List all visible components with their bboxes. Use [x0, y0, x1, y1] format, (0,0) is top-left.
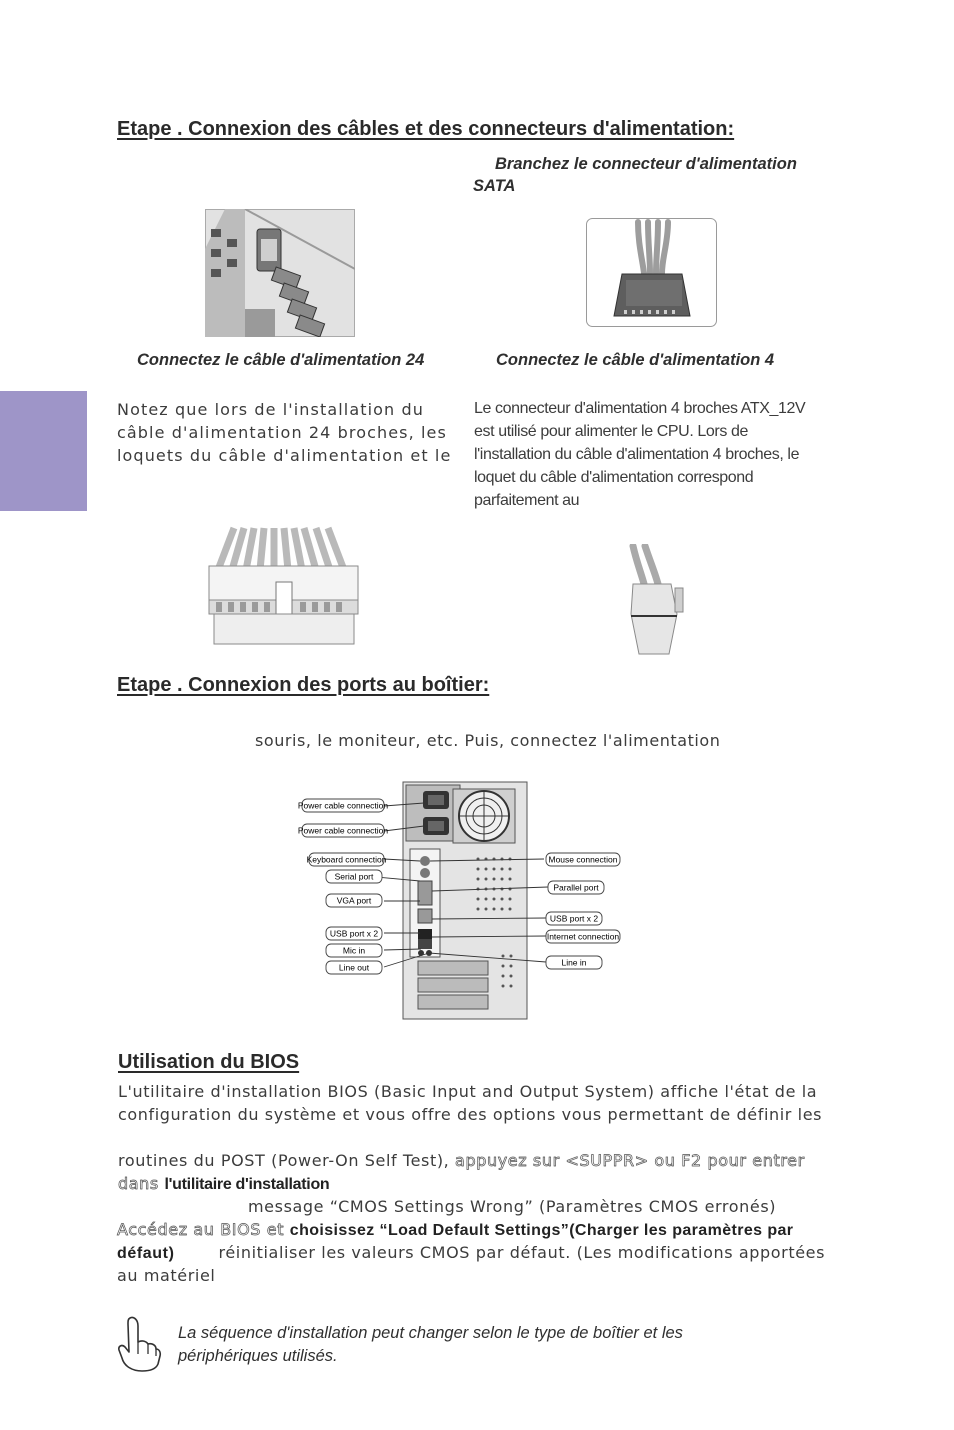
- label-parallel-port: Parallel port: [553, 882, 599, 893]
- pointing-hand-icon: [116, 1314, 162, 1372]
- sata-caption-line1: Branchez le connecteur d'alimentation: [495, 155, 797, 173]
- label-mic-in: Mic in: [342, 945, 366, 956]
- bios-line-8: au matériel: [117, 1266, 216, 1285]
- label-vga-port: VGA port: [336, 895, 372, 906]
- sata-caption-line2: SATA: [473, 177, 516, 195]
- label-power-cable-2: Power cable connection: [298, 825, 389, 836]
- case-back-panel-diagram: [298, 781, 626, 1021]
- bios-line-2: configuration du système et vous offre des options vous permettant de définir les: [118, 1105, 823, 1124]
- step-power-heading: Etape . Connexion des câbles et des connecteurs d'alimentation:: [117, 118, 735, 140]
- note-4-pin: Le connecteur d'alimentation 4 broches ATX_12V est utilisé pour alimenter le CPU. Lors de l'installation du câble d'alimentation 4 broches, le loquet du câble d'alimentation correspond parfaitement au: [474, 400, 806, 509]
- step-ports-heading: Etape . Connexion des ports au boîtier:: [117, 674, 490, 696]
- label-usb-left: USB port x 2: [329, 928, 379, 939]
- label-mouse: Mouse connection: [548, 854, 618, 865]
- bios-line-5: message “CMOS Settings Wrong” (Paramètres CMOS erronés): [248, 1197, 777, 1216]
- label-usb-right: USB port x 2: [549, 913, 599, 924]
- atx-4-pin-connector-illustration: [621, 544, 687, 656]
- label-power-cable-1: Power cable connection: [298, 800, 389, 811]
- label-serial-port: Serial port: [334, 871, 374, 882]
- note-24-pin: Notez que lors de l'installation du câble d'alimentation 24 broches, les loquets du câble d'alimentation et le: [117, 400, 452, 465]
- sata-power-plug-illustration: [586, 218, 717, 327]
- bios-heading: Utilisation du BIOS: [118, 1051, 300, 1073]
- atx-24-pin-connector-illustration: [206, 526, 361, 648]
- caption-4-pin: Connectez le câble d'alimentation 4: [496, 351, 775, 369]
- label-line-in: Line in: [561, 957, 587, 968]
- bios-line-3: routines du POST (Power-On Self Test), appuyez sur <SUPPR> ou F2 pour entrer: [118, 1151, 805, 1170]
- label-line-out: Line out: [338, 962, 370, 973]
- bios-line-7: défaut) réinitialiser les valeurs CMOS par défaut. (Les modifications apportées: [117, 1243, 826, 1262]
- caption-24-pin: Connectez le câble d'alimentation 24: [137, 351, 425, 369]
- bios-line-6: Accédez au BIOS et choisissez “Load Default Settings”(Charger les paramètres par: [117, 1220, 794, 1239]
- label-internet: Internet connection: [546, 931, 620, 942]
- side-tab: [0, 391, 87, 511]
- sata-motherboard-illustration: [205, 209, 355, 337]
- bios-line-4: dans l'utilitaire d'installation: [118, 1174, 330, 1193]
- bios-line-1: L'utilitaire d'installation BIOS (Basic Input and Output System) affiche l'état de la: [118, 1082, 818, 1101]
- footnote: La séquence d'installation peut changer selon le type de boîtier et les périphériques utilisés.: [178, 1324, 683, 1365]
- ports-intro: souris, le moniteur, etc. Puis, connectez l'alimentation: [255, 731, 721, 750]
- label-keyboard: Keyboard connection: [306, 854, 387, 865]
